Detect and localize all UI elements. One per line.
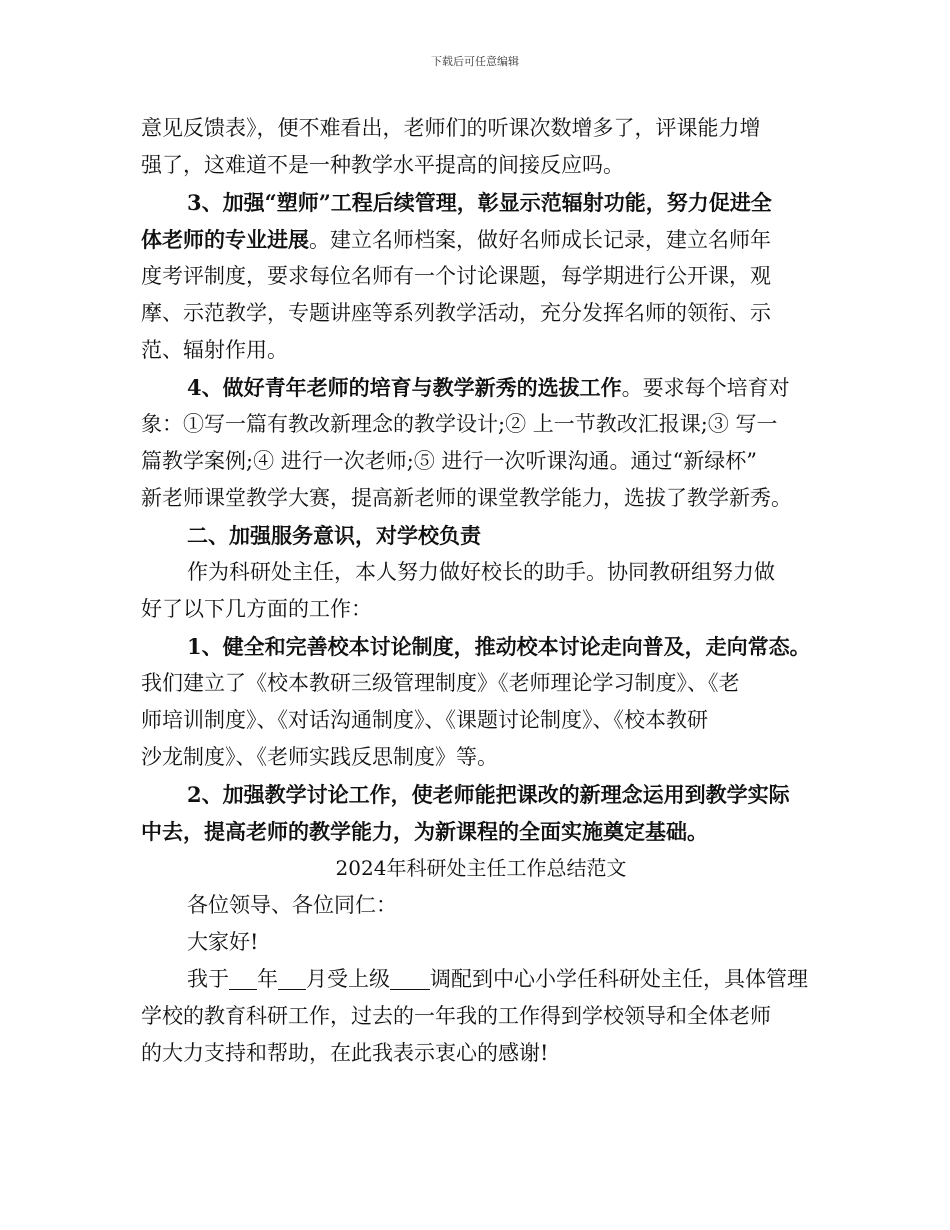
plain-text: 调配到中心小学任科研处主任，具体管理 [430, 967, 808, 991]
paragraph-line: 的大力支持和帮助，在此我表示衷心的感谢! [141, 1041, 549, 1065]
plain-text: 月受上级 [306, 967, 390, 991]
greeting-line: 各位领导、各位同仁： [187, 893, 397, 917]
paragraph-line: 沙龙制度》、《老师实践反思制度》等。 [141, 745, 498, 769]
paragraph-line: 学校的教育科研工作，过去的一年我的工作得到学校领导和全体老师 [141, 1004, 771, 1028]
greeting-line: 大家好! [187, 930, 259, 954]
section-heading: 二、加强服务意识，对学校负责 [187, 523, 481, 548]
plain-text: 我于 [187, 967, 229, 991]
fill-in-blank [229, 967, 257, 990]
bold-text: 体老师的专业进展 [141, 227, 309, 252]
plain-text: 年 [257, 967, 278, 991]
paragraph-line [141, 369, 821, 406]
section-heading: 中去，提高老师的教学能力，为新课程的全面实施奠定基础。 [141, 819, 708, 844]
paragraph-line: 师培训制度》、《对话沟通制度》、《课题讨论制度》、《校本教研 [141, 708, 708, 732]
plain-text: 。建立名师档案，做好名师成长记录，建立名师年 [309, 228, 771, 252]
paragraph-line [141, 961, 821, 998]
header-note: 下载后可任意编辑 [431, 55, 519, 68]
section-heading: 3、加强“塑师”工程后续管理，彰显示范辐射功能，努力促进全 [187, 190, 772, 215]
paragraph-line: 强了，这难道不是一种教学水平提高的间接反应吗。 [141, 153, 624, 177]
paragraph-line: 度考评制度，要求每位名师有一个讨论课题，每学期进行公开课，观 [141, 264, 771, 288]
paragraph-line: 象：①写一篇有教改新理念的教学设计;② 上一节教改汇报课;③ 写一 [141, 412, 778, 436]
paragraph-line [141, 221, 821, 258]
paragraph-line: 作为科研处主任，本人努力做好校长的助手。协同教研组努力做 [187, 560, 775, 584]
section-heading: 1、健全和完善校本讨论制度，推动校本讨论走向普及，走向常态。 [187, 634, 811, 659]
paragraph-line: 好了以下几方面的工作： [141, 597, 372, 621]
paragraph-line: 范、辐射作用。 [141, 338, 288, 362]
paragraph-line: 篇教学案例;④ 进行一次老师;⑤ 进行一次听课沟通。通过“新绿杯” [141, 449, 757, 473]
fill-in-blank [390, 967, 430, 990]
paragraph-line: 摩、示范教学，专题讲座等系列教学活动，充分发挥名师的领衔、示 [141, 301, 771, 325]
plain-text: 。要求每个培育对 [621, 376, 790, 400]
section-heading: 2、加强教学讨论工作，使老师能把课改的新理念运用到教学实际 [187, 782, 790, 807]
fill-in-blank [278, 967, 306, 990]
paragraph-line: 我们建立了《校本教研三级管理制度》《老师理论学习制度》、《老 [141, 671, 740, 695]
document-title: 2024年科研处主任工作总结范文 [335, 856, 627, 880]
document-body [141, 110, 821, 1072]
paragraph-line: 新老师课堂教学大赛，提高新老师的课堂教学能力，选拔了教学新秀。 [141, 486, 792, 510]
paragraph-line: 意见反馈表》，便不难看出，老师们的听课次数增多了，评课能力增 [141, 116, 761, 140]
bold-text: 4、做好青年老师的培育与教学新秀的选拔工作 [187, 375, 622, 400]
